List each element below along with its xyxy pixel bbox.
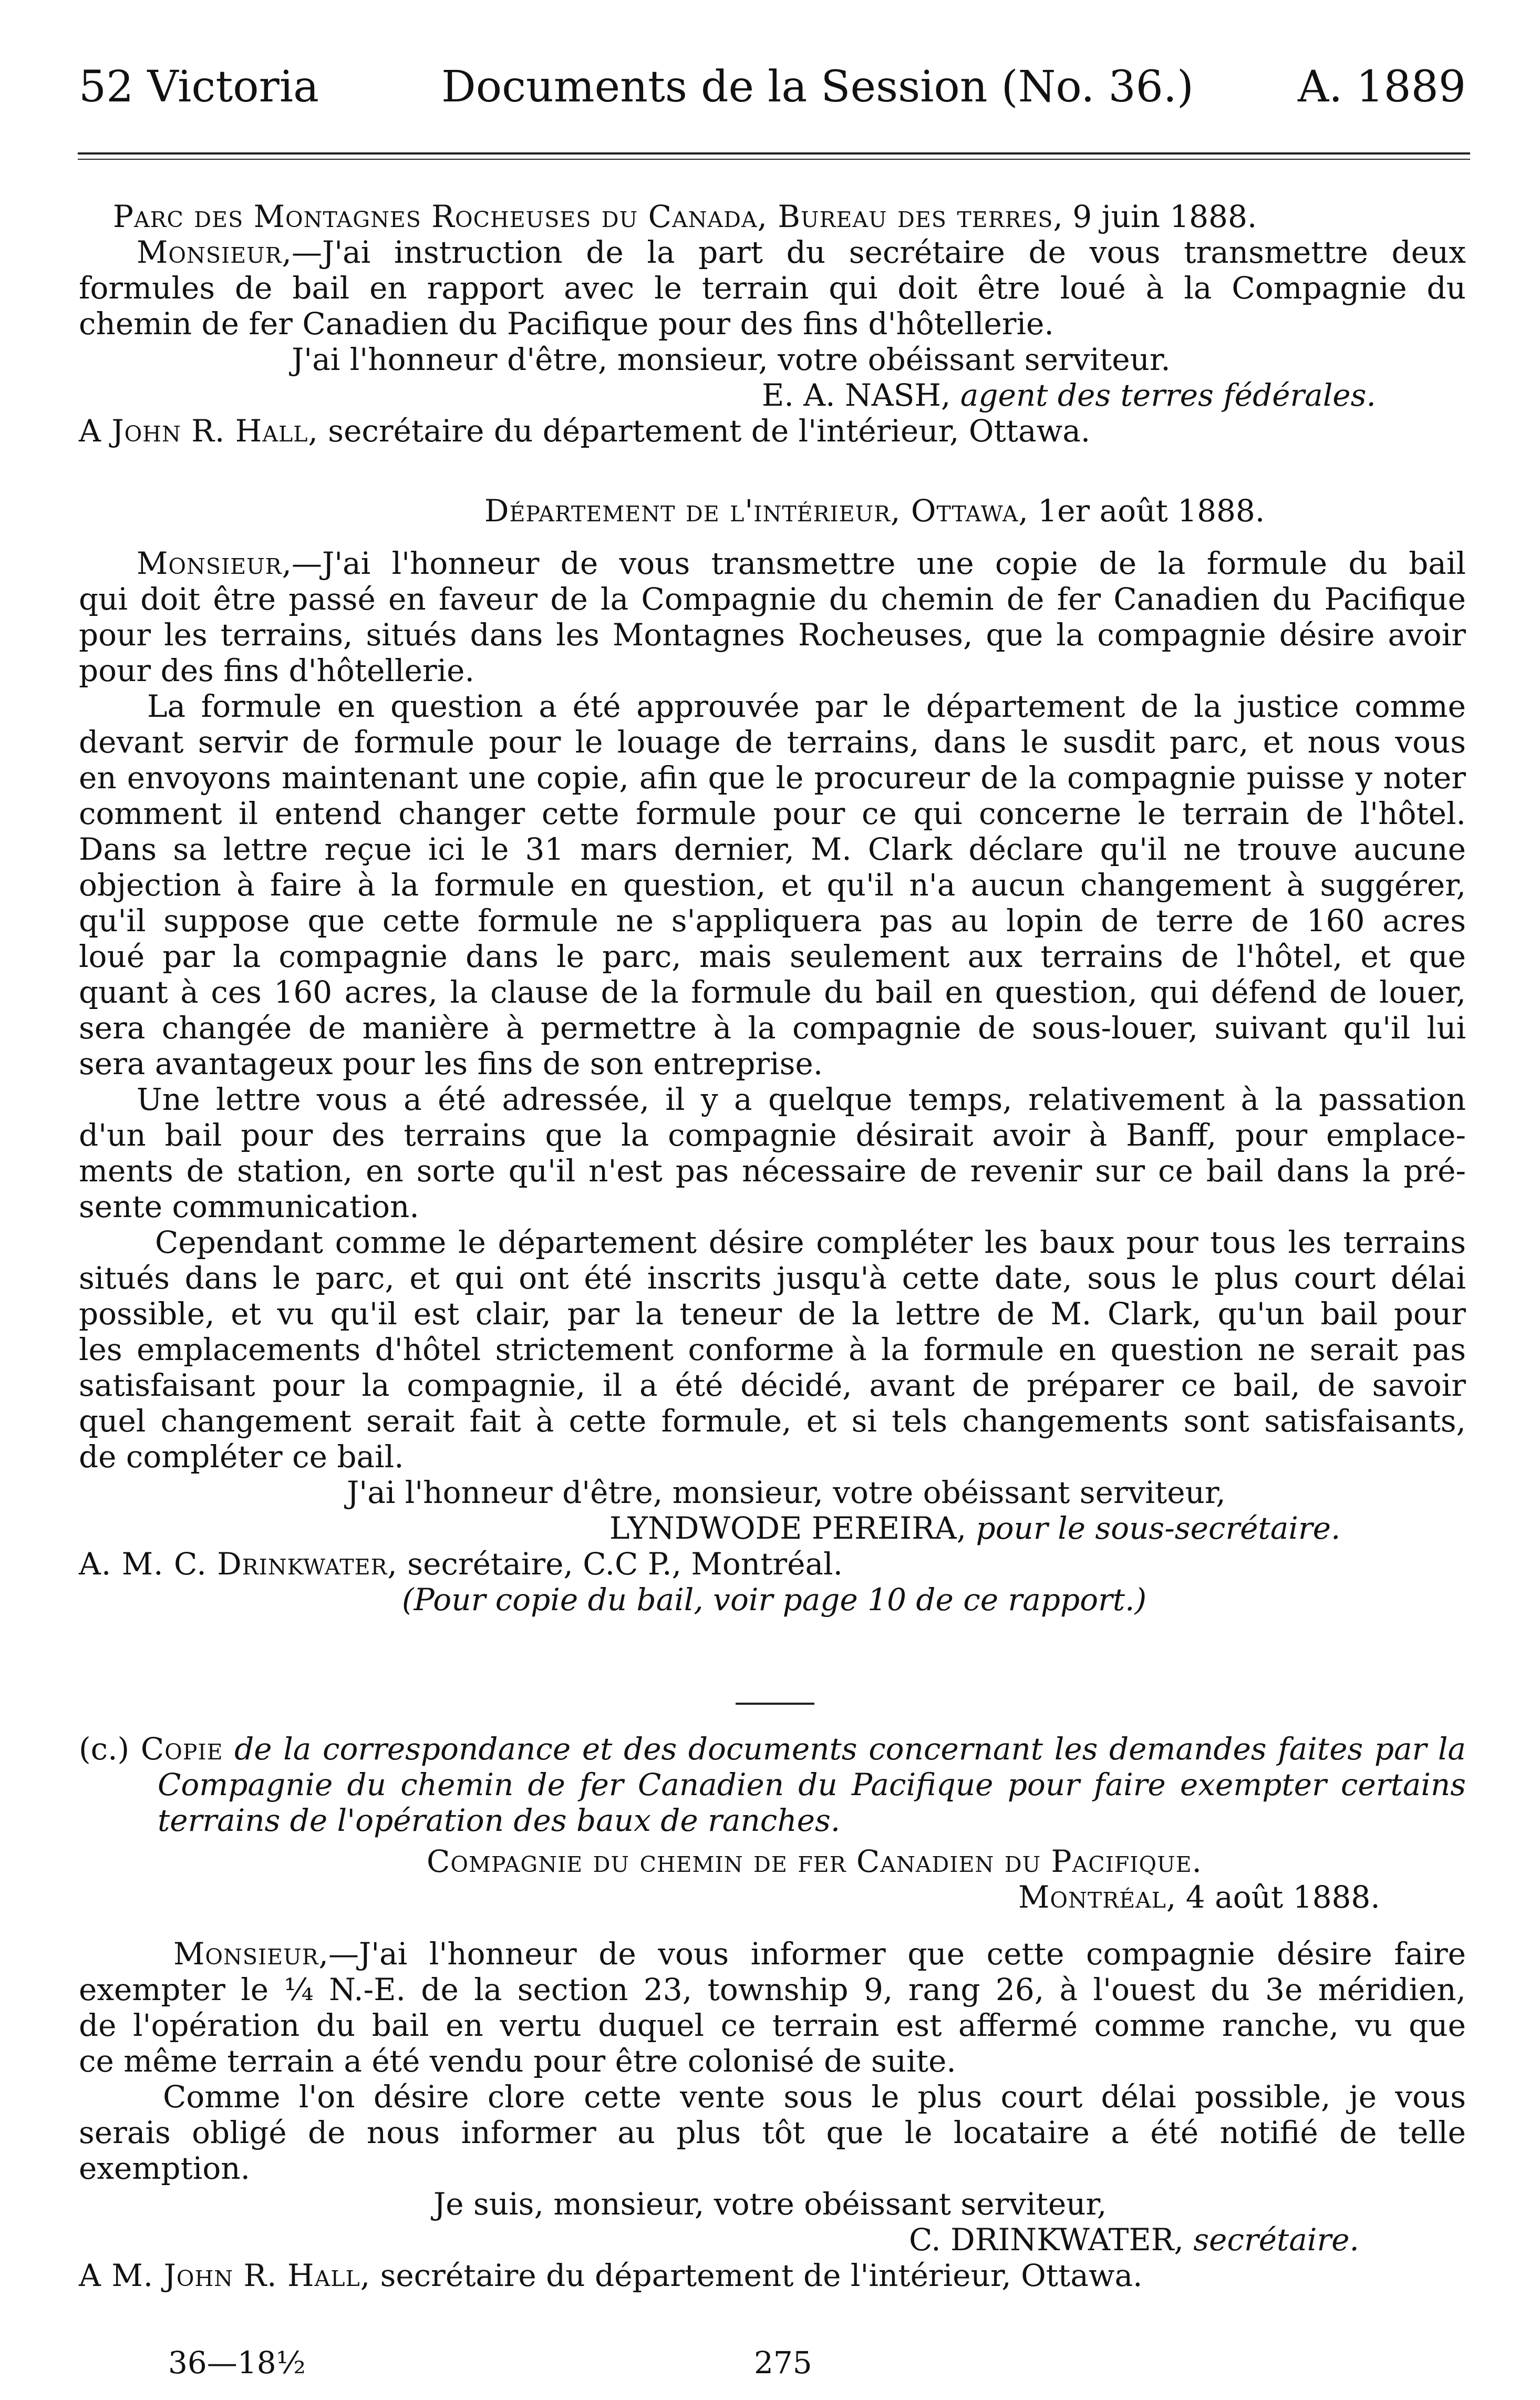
letter3-heading: Compagnie du chemin de fer Canadien du Pacifique. — [427, 1843, 1202, 1879]
page-footer — [79, 2345, 1466, 2382]
letter3-addressee: A M. John R. Hall, — [79, 2258, 371, 2293]
section-c-label: (c.) — [79, 1731, 130, 1767]
header-year: A. 1889 — [1297, 62, 1466, 112]
section-c-title: (c.) Copie de la correspondance et des documents concernant les demandes faites par la Compagnie du chemin de fer Canadien du Pacifique pour faire exempter certains terrains de l'opération des baux de ranches. — [79, 1731, 1466, 1838]
letter2-closing: J'ai l'honneur d'être, monsieur, votre obéissant serviteur, — [347, 1475, 1226, 1510]
letter1-heading: Parc des Montagnes Rocheuses du Canada, Bureau des terres, 9 juin 1888. — [113, 199, 1257, 234]
footer-signature-mark: 36—18½ — [168, 2345, 306, 2381]
letter1-signature: E. A. NASH, — [762, 377, 951, 413]
header-rule — [78, 152, 1470, 154]
section-divider — [736, 1703, 814, 1705]
letter3-date: Montréal, 4 août 1888. — [1018, 1879, 1380, 1915]
letter2-signature: LYNDWODE PEREIRA, — [609, 1510, 967, 1546]
page-number: 275 — [754, 2345, 812, 2381]
header-title: Documents de la Session (No. 36.) — [441, 62, 1194, 112]
running-header — [79, 62, 1466, 120]
letter1-addressee: A John R. Hall, — [79, 413, 318, 449]
letter3-body: Monsieur,—J'ai l'honneur de vous informer que cette compagnie désire faire exempter le ¼ N.-E. de la section 23, township 9, rang 26, à l'ouest du 3e méridien, de l'opération du bail en vertu duquel ce terrain est affermé comme ranche, vu que ce même terrain a été vendu pour être colonisé de suite. Comme l'on désire clore cette vente sous le plus court délai possible, je vous serais obligé de nous informer au plus tôt que le locataire a été notifié de telle exemption. Je suis, monsieur, votre obéissant serviteur, C. DRINKWATER, secrétaire. A M. John R. Hall, secrétaire du département de l'intérieur, Ottawa. — [79, 1936, 1466, 2293]
header-rule-thin — [78, 159, 1470, 160]
letter2-addressee: A. M. C. Drinkwater, — [79, 1546, 398, 1582]
letter2-note: (Pour copie du bail, voir page 10 de ce rapport.) — [402, 1582, 1147, 1618]
letter3-closing: Je suis, monsieur, votre obéissant serviteur, — [433, 2186, 1107, 2222]
letter2-body: Monsieur,—J'ai l'honneur de vous transmettre une copie de la formule du bail qui doit être passé en faveur de la Compagnie du chemin de fer Canadien du Pacifique pour les terrains, situés dans les Montagnes Rocheuses, que la compagnie désire avoir pour des fins d'hôtellerie. La formule en question a été approuvée par le département de la justice comme devant servir de formule pour le louage de terrains, dans le susdit parc, et nous vous en envoyons maintenant une copie, afin que le procureur de la compagnie puisse y noter comment il entend changer cette formule pour ce qui concerne le terrain de l'hôtel. Dans sa lettre reçue ici le 31 mars dernier, M. Clark déclare qu'il ne trouve aucune objection à faire à la formule en question, et qu'il n'a aucun changement à suggérer, qu'il suppose que cette formule ne s'appliquera pas au lopin de terre de 160 acres loué par la compagnie dans le parc, mais seulement aux terrains de l'hôtel, et que quant à ces 160 acres, la clause de la formule du bail en question, qui défend de louer, sera changée de manière à permettre à la compagnie de sous-louer, suivant qu'il lui sera avantageux pour les fins de son entreprise. Une lettre vous a été adressée, il y a quelque temps, relativement à la passation d'un bail pour des terrains que la compagnie désirait avoir à Banff, pour emplace- ments de station, en sorte qu'il n'est pas nécessaire de revenir sur ce bail dans la pré- sente communication. Cependant comme le département désire compléter les baux pour tous les terrains situés dans le parc, et qui ont été inscrits jusqu'à cette date, sous le plus court délai possible, et vu qu'il est clair, par la teneur de la lettre de M. Clark, qu'un bail pour les emplacements d'hôtel strictement conforme à la formule en question ne serait pas satisfaisant pour la compagnie, il a été décidé, avant de préparer ce bail, de savoir quel changement serait fait à cette formule, et si tels changements sont satisfaisants, de compléter ce bail. J'ai l'honneur d'être, monsieur, votre obéissant serviteur, LYNDWODE PEREIRA, pour le sous-secrétaire. A. M. C. Drinkwater, secrétaire, C.C P., Montréal. (Pour copie du bail, voir page 10 de ce rapport.) — [79, 545, 1466, 1618]
letter1-closing: J'ai l'honneur d'être, monsieur, votre obéissant serviteur. — [292, 342, 1171, 377]
letter3-signature: C. DRINKWATER, — [909, 2222, 1184, 2258]
letter2-heading: Département de l'intérieur, Ottawa, 1er août 1888. — [484, 493, 1265, 529]
letter1-body: Monsieur,—J'ai instruction de la part du secrétaire de vous transmettre deux formules de bail en rapport avec le terrain qui doit être loué à la Compagnie du chemin de fer Canadien du Pacifique pour des fins d'hôtellerie. J'ai l'honneur d'être, monsieur, votre obéissant serviteur. E. A. NASH, agent des terres fédérales. A John R. Hall, secrétaire du département de l'intérieur, Ottawa. — [79, 234, 1466, 449]
header-volume: 52 Victoria — [79, 62, 319, 112]
